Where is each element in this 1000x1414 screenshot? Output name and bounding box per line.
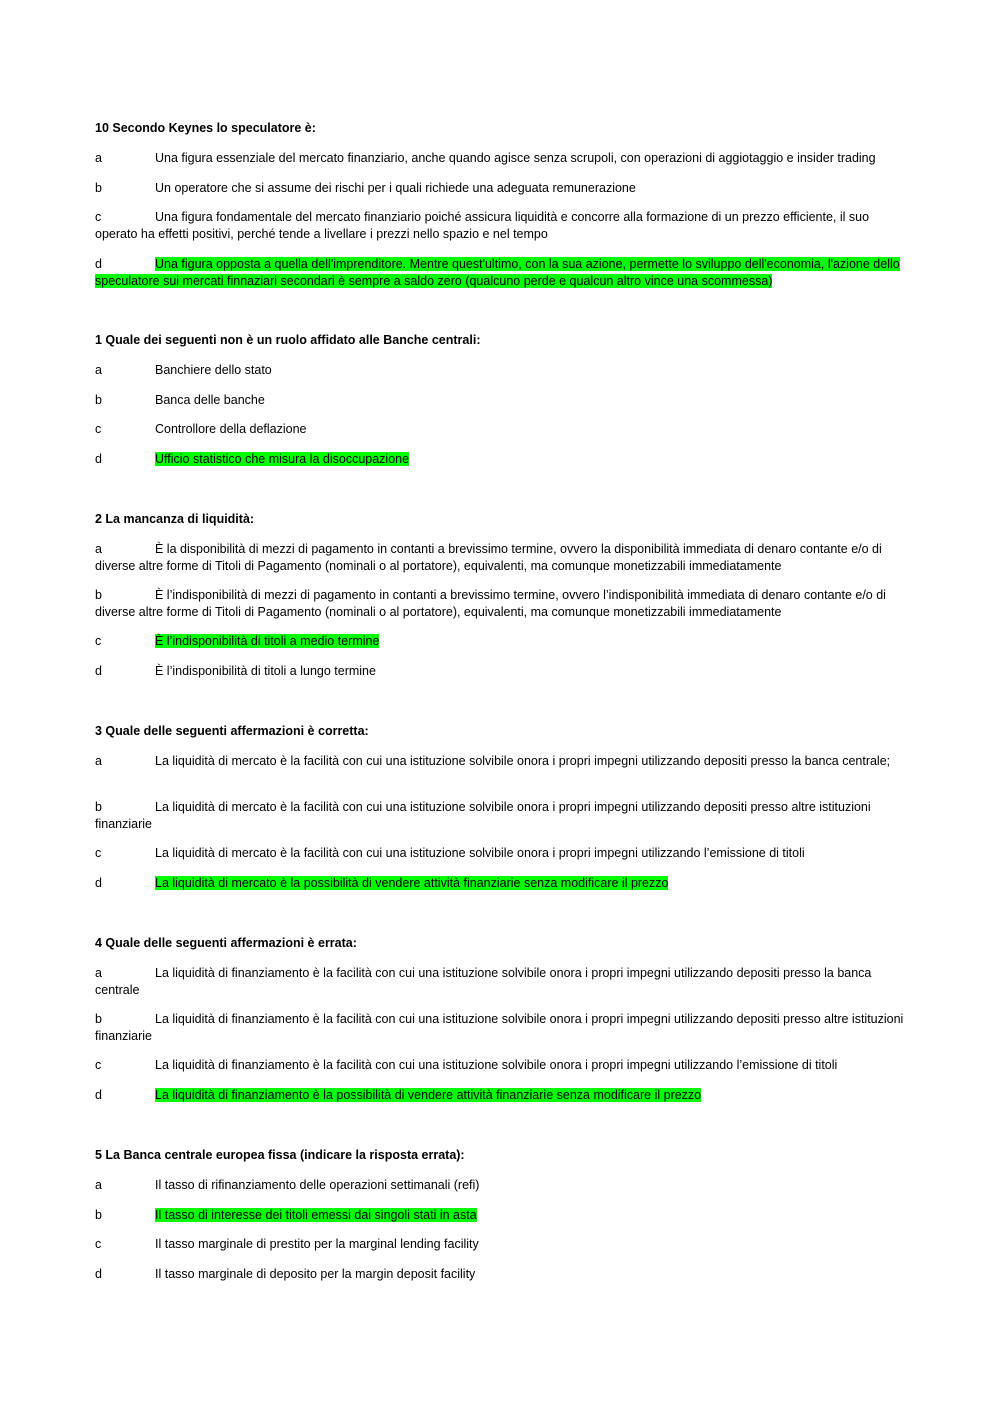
answer-option	[95, 965, 905, 998]
option-letter: c	[95, 422, 102, 436]
answer-option	[95, 1236, 905, 1253]
answer-option	[95, 753, 905, 770]
option-text: È l’indisponibilità di mezzi di pagamento in contanti a brevissimo termine, ovvero l’indisponibilità immediata di denaro contante e/o di diverse altre forme di Titoli di Pagamento (nominali o al portatore), equivalenti, ma comunque monetizzabili immediatamente	[95, 588, 886, 619]
option-text: Il tasso marginale di deposito per la margin deposit facility	[155, 1267, 476, 1281]
question-title: 3 Quale delle seguenti affermazioni è corretta:	[95, 724, 369, 738]
option-text: La liquidità di mercato è la facilità con cui una istituzione solvibile onora i propri impegni utilizzando depositi presso altre istituzioni finanziarie	[95, 800, 871, 831]
option-letter: d	[95, 664, 102, 678]
answer-option	[95, 362, 905, 379]
question-block	[95, 935, 905, 1102]
option-letter: d	[95, 1267, 102, 1281]
option-letter: b	[95, 1208, 102, 1222]
answer-option	[95, 421, 905, 438]
option-text: È l’indisponibilità di titoli a lungo termine	[155, 664, 376, 678]
option-letter: d	[95, 257, 102, 271]
option-text: La liquidità di mercato è la facilità con cui una istituzione solvibile onora i propri impegni utilizzando depositi presso la banca centrale;	[155, 754, 891, 768]
option-text: La liquidità di finanziamento è la facilità con cui una istituzione solvibile onora i propri impegni utilizzando depositi presso altre istituzioni finanziarie	[95, 1012, 904, 1043]
option-text: Controllore della deflazione	[155, 422, 307, 436]
answer-option-correct	[95, 1207, 905, 1224]
highlighted-answer-text: Ufficio statistico che misura la disoccupazione	[155, 452, 410, 466]
option-text: La liquidità di mercato è la facilità con cui una istituzione solvibile onora i propri impegni utilizzando l’emissione di titoli	[155, 846, 805, 860]
option-letter: b	[95, 393, 102, 407]
option-text: Il tasso di rifinanziamento delle operazioni settimanali (refi)	[155, 1178, 480, 1192]
answer-option-correct	[95, 633, 905, 650]
option-letter: d	[95, 452, 102, 466]
option-text: La liquidità di finanziamento è la facilità con cui una istituzione solvibile onora i propri impegni utilizzando depositi presso la banca centrale	[95, 966, 872, 997]
question-title: 4 Quale delle seguenti affermazioni è errata:	[95, 936, 357, 950]
option-letter: b	[95, 588, 102, 602]
answer-option	[95, 1177, 905, 1194]
option-letter: c	[95, 210, 102, 224]
option-text: Banca delle banche	[155, 393, 265, 407]
question-title: 10 Secondo Keynes lo speculatore è:	[95, 121, 316, 135]
question-title: 5 La Banca centrale europea fissa (indicare la risposta errata):	[95, 1148, 465, 1162]
highlighted-answer-text: Il tasso di interesse dei titoli emessi dai singoli stati in asta	[155, 1208, 477, 1222]
question-block	[95, 120, 905, 288]
option-letter: d	[95, 876, 102, 890]
option-text: Il tasso marginale di prestito per la marginal lending facility	[155, 1237, 479, 1251]
option-letter: a	[95, 542, 102, 556]
highlighted-answer-text: La liquidità di finanziamento è la possibilità di vendere attività finanziarie senza modificare il prezzo	[155, 1088, 702, 1102]
option-text: La liquidità di finanziamento è la facilità con cui una istituzione solvibile onora i propri impegni utilizzando l’emissione di titoli	[155, 1058, 838, 1072]
option-text: Una figura essenziale del mercato finanziario, anche quando agisce senza scrupoli, con operazioni di aggiotaggio e insider trading	[155, 151, 876, 165]
option-letter: c	[95, 1237, 102, 1251]
option-text: Un operatore che si assume dei rischi per i quali richiede una adeguata remunerazione	[155, 181, 636, 195]
question-title: 2 La mancanza di liquidità:	[95, 512, 255, 526]
option-letter: a	[95, 1178, 102, 1192]
answer-option	[95, 392, 905, 409]
answer-option	[95, 180, 905, 197]
answer-option	[95, 541, 905, 574]
option-letter: c	[95, 634, 102, 648]
option-text: Una figura fondamentale del mercato finanziario poiché assicura liquidità e concorre alla formazione di un prezzo efficiente, il suo operato ha effetti positivi, perché tende a livellare i prezzi nello spazio e nel tempo	[95, 210, 870, 241]
answer-option-correct	[95, 1087, 905, 1104]
question-block	[95, 1147, 905, 1281]
option-letter: a	[95, 151, 102, 165]
option-letter: a	[95, 754, 102, 768]
option-text: È la disponibilità di mezzi di pagamento in contanti a brevissimo termine, ovvero la disponibilità immediata di denaro contante e/o di diverse altre forme di Titoli di Pagamento (nominali o al portatore), equivalenti, ma comunque monetizzabili immediatamente	[95, 542, 882, 573]
answer-option	[95, 663, 905, 680]
option-letter: d	[95, 1088, 102, 1102]
answer-option-correct	[95, 256, 905, 289]
option-letter: c	[95, 846, 102, 860]
question-block	[95, 332, 905, 466]
question-block	[95, 723, 905, 890]
option-letter: b	[95, 1012, 102, 1026]
option-text: Banchiere dello stato	[155, 363, 272, 377]
option-letter: b	[95, 181, 102, 195]
answer-option	[95, 587, 905, 620]
answer-option-correct	[95, 451, 905, 468]
question-title: 1 Quale dei seguenti non è un ruolo affidato alle Banche centrali:	[95, 333, 481, 347]
highlighted-answer-text: La liquidità di mercato è la possibilità di vendere attività finanziarie senza modificare il prezzo	[155, 876, 669, 890]
question-block	[95, 511, 905, 678]
answer-option-correct	[95, 875, 905, 892]
answer-option	[95, 799, 905, 832]
highlighted-answer-text: È l’indisponibilità di titoli a medio termine	[155, 634, 380, 648]
answer-option	[95, 845, 905, 862]
answer-option	[95, 1266, 905, 1283]
option-letter: c	[95, 1058, 102, 1072]
option-letter: a	[95, 966, 102, 980]
option-letter: b	[95, 800, 102, 814]
answer-option	[95, 1011, 905, 1044]
answer-option	[95, 1057, 905, 1074]
answer-option	[95, 209, 905, 242]
option-letter: a	[95, 363, 102, 377]
answer-option	[95, 150, 905, 167]
highlighted-answer-text: Una figura opposta a quella dell'imprenditore. Mentre quest'ultimo, con la sua azione, permette lo sviluppo dell'economia, l'azione dello speculatore sui mercati finnaziari secondari è sempre a saldo zero (qualcuno perde e qualcun altro vince una scommessa)	[95, 257, 900, 288]
